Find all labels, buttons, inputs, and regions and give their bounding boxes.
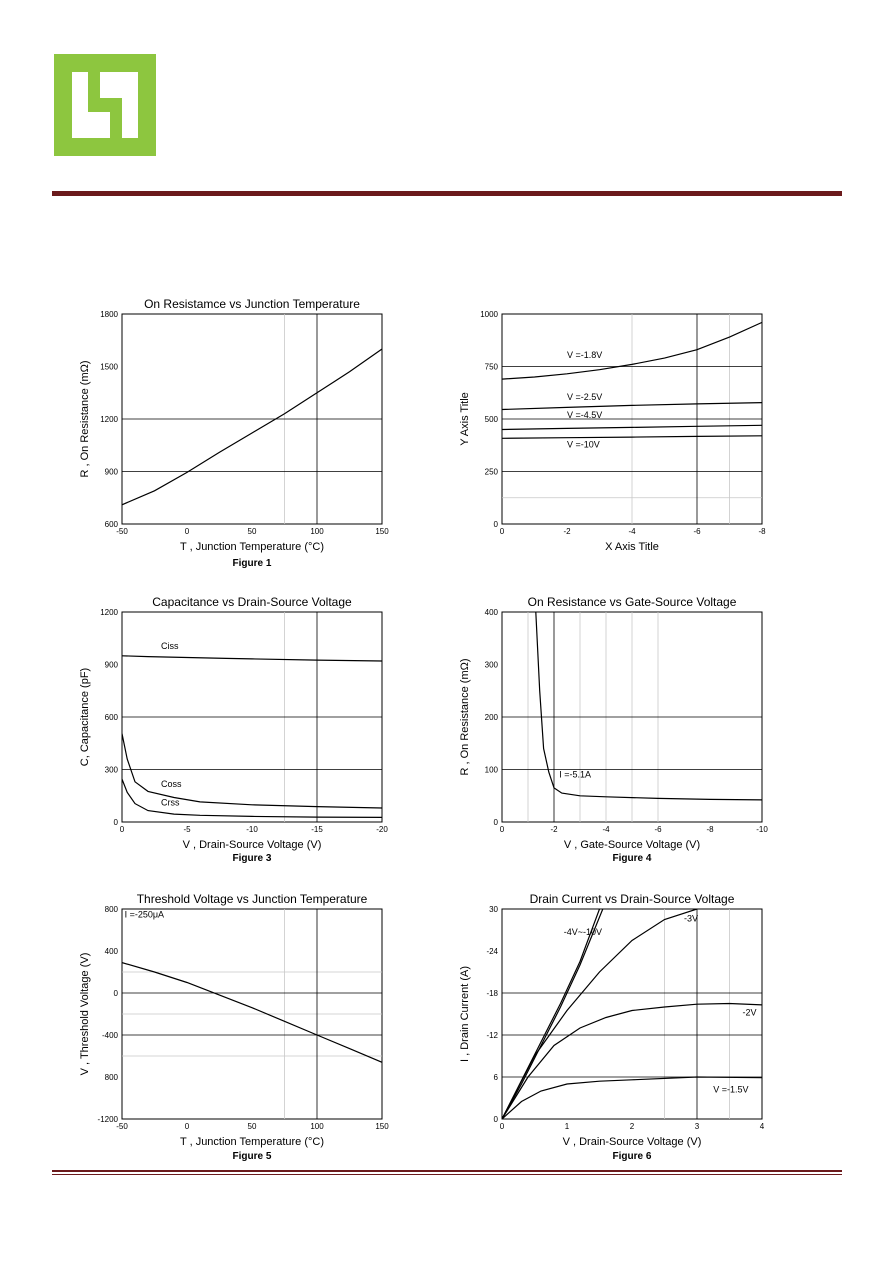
y-tick-label: 0 (493, 818, 498, 827)
x-tick-label: 100 (310, 527, 324, 536)
y-tick-label: 0 (493, 1115, 498, 1124)
x-axis-label: V , Drain-Source Voltage (V) (182, 839, 322, 851)
company-logo-icon (54, 54, 156, 156)
annotation-label: Coss (161, 779, 182, 789)
y-tick-label: 900 (104, 467, 118, 477)
annotation-label: I =-5.1A (559, 769, 591, 780)
x-tick-label: 1 (564, 1122, 570, 1131)
chart-title: On Resistance vs Gate-Source Voltage (527, 595, 737, 609)
chart-drain-current-vs-voltage (450, 887, 780, 1177)
x-tick-label: 150 (375, 527, 389, 536)
annotation-label: V =-1.8V (567, 350, 603, 361)
x-tick-label: -50 (116, 527, 128, 536)
x-tick-label: -4 (602, 825, 610, 834)
chart-threshold-voltage-vs-temperature (70, 887, 400, 1177)
chart-on-resistance-vs-temperature (70, 292, 400, 582)
y-tick-label: 600 (104, 713, 118, 722)
x-tick-label: -10 (756, 825, 768, 834)
figure-caption: Figure 4 (612, 853, 652, 864)
x-tick-label: -8 (706, 825, 714, 834)
x-tick-label: 4 (759, 1122, 765, 1131)
x-axis-label: V , Gate-Source Voltage (V) (563, 839, 701, 851)
y-tick-label: 1200 (100, 608, 118, 617)
footer-divider (52, 1170, 842, 1175)
y-tick-label: -12 (486, 1031, 498, 1040)
y-tick-label: 1200 (100, 415, 118, 424)
x-tick-label: 150 (375, 1122, 389, 1131)
x-axis-label: X Axis Title (605, 541, 659, 553)
y-axis-label: C, Capacitance (pF) (79, 667, 91, 767)
x-tick-label: -5 (183, 825, 191, 834)
y-tick-label: 6 (493, 1073, 498, 1082)
figure-caption: Figure 5 (232, 1151, 272, 1162)
x-tick-label: -20 (376, 825, 388, 834)
y-axis-label: V , Threshold Voltage (V) (79, 952, 91, 1076)
y-tick-label: 30 (489, 905, 498, 914)
x-tick-label: 50 (247, 527, 257, 536)
annotation-label: -3V (684, 913, 699, 924)
chart-title: Threshold Voltage vs Junction Temperature (136, 892, 368, 906)
y-tick-label: 1800 (100, 310, 118, 319)
chart-capacitance-vs-voltage (70, 590, 400, 880)
x-tick-label: -6 (693, 527, 701, 536)
y-axis-label: I , Drain Current (A) (459, 966, 471, 1062)
y-tick-label: -18 (486, 989, 498, 998)
annotation-label: -4V~-10V (563, 926, 603, 937)
x-tick-label: 100 (310, 1122, 324, 1131)
figure-caption: Figure 6 (612, 1151, 652, 1162)
x-tick-label: 3 (694, 1122, 700, 1131)
y-tick-label: -400 (101, 1031, 118, 1040)
y-tick-label: 400 (484, 608, 498, 617)
x-tick-label: 0 (499, 1122, 505, 1131)
y-tick-label: 300 (484, 660, 498, 670)
x-tick-label: -10 (246, 825, 258, 834)
y-tick-label: 600 (104, 520, 118, 529)
y-tick-label: 500 (484, 415, 498, 424)
chart-on-resistance-vs-drain-current (450, 292, 780, 582)
x-tick-label: 0 (499, 825, 505, 834)
chart-title: On Resistamce vs Junction Temperature (144, 297, 360, 311)
y-axis-label: R , On Resistance (mΩ) (79, 360, 91, 478)
annotation-label: V =-4.5V (567, 409, 603, 420)
y-tick-label: 300 (104, 765, 118, 775)
y-tick-label: 750 (484, 362, 498, 372)
figure-caption: Figure 3 (232, 853, 272, 864)
y-tick-label: 800 (104, 1073, 118, 1082)
x-tick-label: 0 (184, 527, 190, 536)
y-tick-label: 900 (104, 660, 118, 670)
x-tick-label: -15 (311, 825, 323, 834)
y-axis-label: R , On Resistance (mΩ) (459, 658, 471, 776)
x-tick-label: -4 (628, 527, 636, 536)
x-tick-label: 0 (499, 527, 505, 536)
y-tick-label: 250 (484, 467, 498, 477)
y-tick-label: 800 (104, 905, 118, 914)
annotation-label: V =-1.5V (713, 1084, 749, 1095)
x-tick-label: -2 (550, 825, 558, 834)
y-tick-label: 200 (484, 713, 498, 722)
x-tick-label: 50 (247, 1122, 257, 1131)
y-tick-label: 0 (113, 989, 118, 998)
figure-caption: Figure 1 (232, 558, 272, 569)
annotation-label: I =-250μA (124, 909, 165, 920)
x-tick-label: -2 (563, 527, 571, 536)
chart-on-resistance-vs-gate-voltage (450, 590, 780, 880)
annotation-label: -2V (742, 1007, 757, 1018)
y-tick-label: 0 (493, 520, 498, 529)
chart-title: Drain Current vs Drain-Source Voltage (529, 892, 735, 906)
x-tick-label: -8 (758, 527, 766, 536)
x-tick-label: 0 (184, 1122, 190, 1131)
x-tick-label: -6 (654, 825, 662, 834)
x-axis-label: V , Drain-Source Voltage (V) (562, 1136, 702, 1148)
annotation-label: Ciss (161, 640, 179, 651)
y-tick-label: 100 (484, 765, 498, 775)
chart-title: Capacitance vs Drain-Source Voltage (152, 595, 352, 609)
y-tick-label: 0 (113, 818, 118, 827)
y-tick-label: 1500 (100, 362, 118, 372)
header-divider (52, 191, 842, 196)
x-tick-label: -50 (116, 1122, 128, 1131)
x-axis-label: T , Junction Temperature (°C) (180, 541, 324, 553)
y-tick-label: -24 (486, 947, 498, 956)
y-tick-label: 400 (104, 947, 118, 956)
annotation-label: Crss (161, 797, 180, 808)
y-axis-label: Y Axis Title (459, 392, 471, 446)
y-tick-label: -1200 (97, 1115, 118, 1124)
y-tick-label: 1000 (480, 310, 498, 319)
x-tick-label: 2 (629, 1122, 635, 1131)
annotation-label: V =-10V (567, 439, 600, 450)
x-axis-label: T , Junction Temperature (°C) (180, 1136, 324, 1148)
x-tick-label: 0 (119, 825, 125, 834)
annotation-label: V =-2.5V (567, 392, 603, 403)
